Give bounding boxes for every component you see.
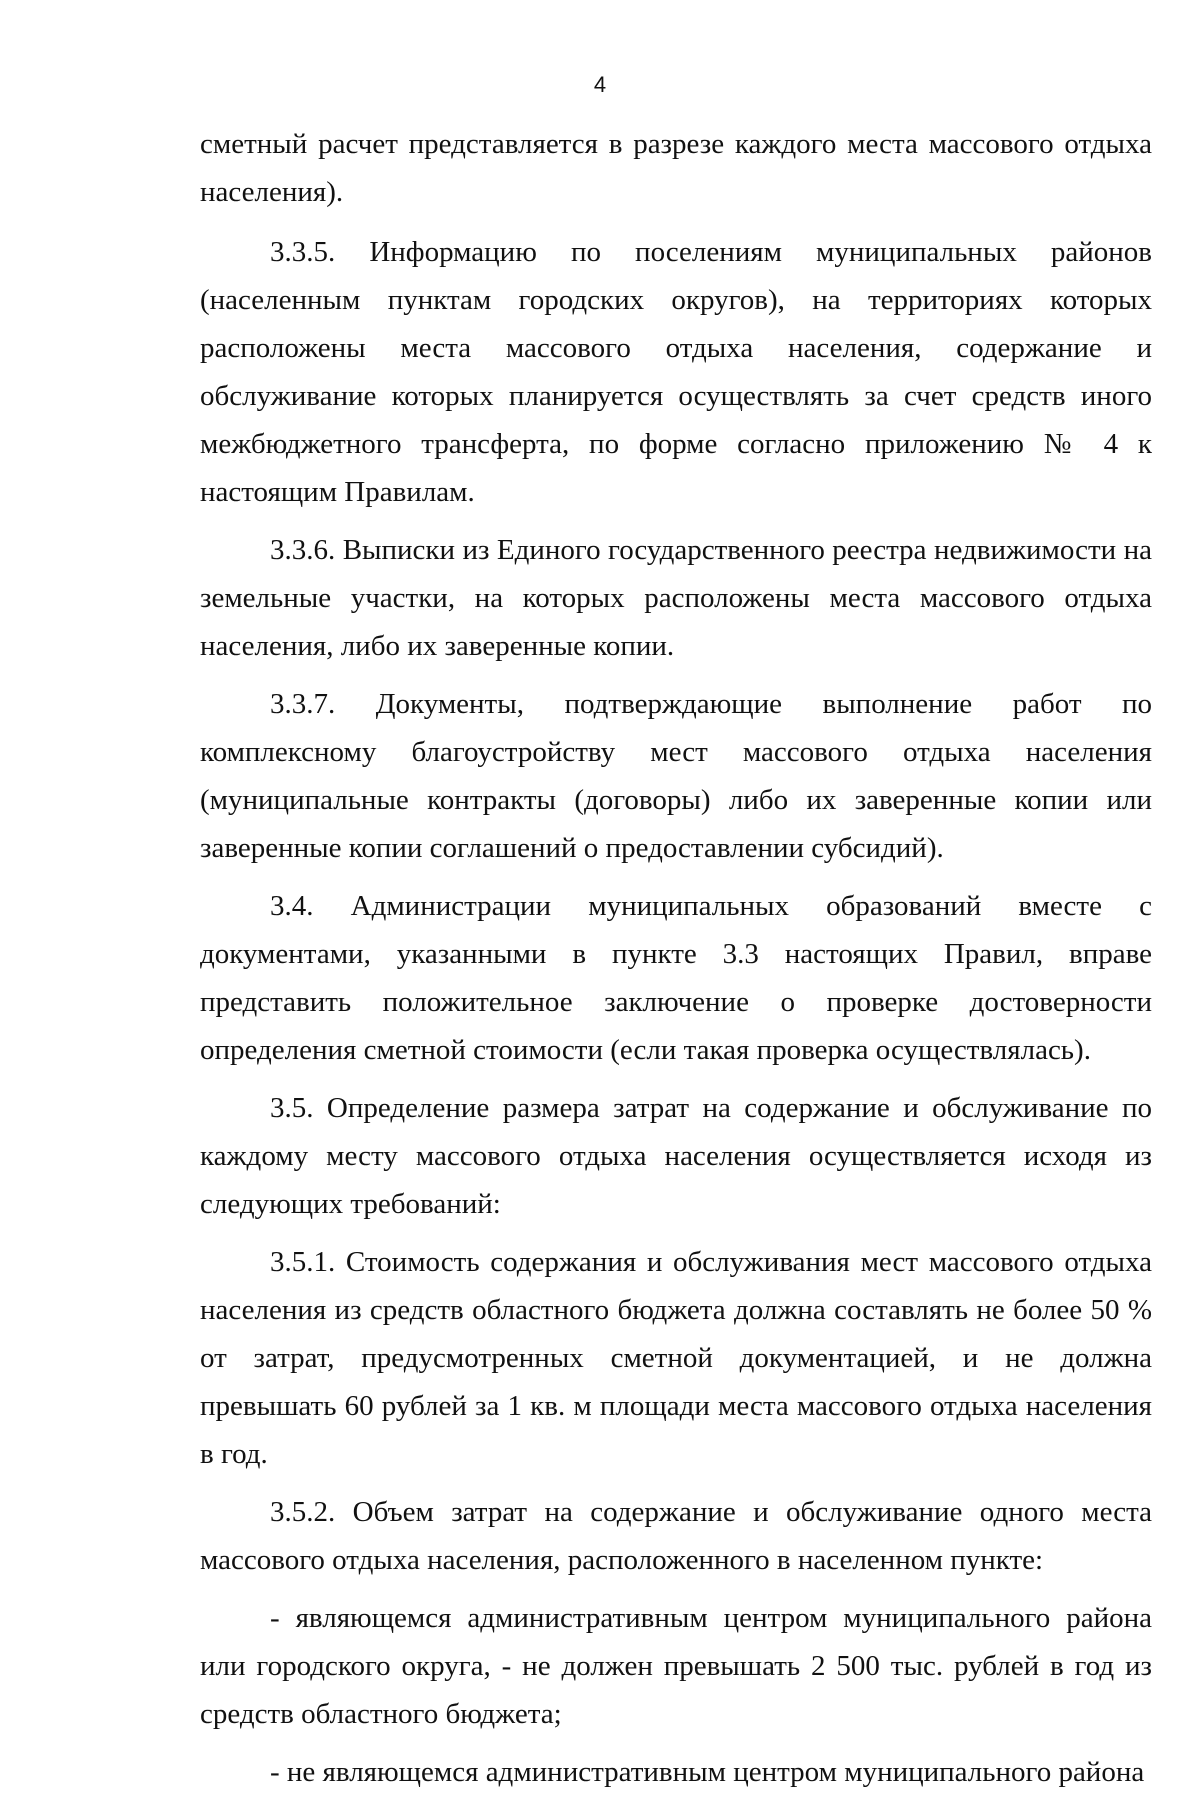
paragraph-3-5-2: 3.5.2. Объем затрат на содержание и обслуживание одного места массового отдыха населения, расположенного в населенном пункте: — [200, 1496, 1152, 1576]
paragraph-3-5: 3.5. Определение размера затрат на содержание и обслуживание по каждому месту массового отдыха населения осуществляется исходя из следующих требований: — [200, 1092, 1152, 1220]
list-item-admin-center: - являющемся административным центром муниципального района или городского округа, - не должен превышать 2 500 тыс. рублей в год из средств областного бюджета; — [200, 1602, 1152, 1730]
paragraph-3-4: 3.4. Администрации муниципальных образований вместе с документами, указанными в пункте 3.3 настоящих Правил, вправе представить положительное заключение о проверке достоверности определения сметной стоимости (если такая проверка осуществлялась). — [200, 890, 1152, 1066]
paragraph-3-3-6: 3.3.6. Выписки из Единого государственного реестра недвижимости на земельные участки, на которых расположены места массового отдыха населения, либо их заверенные копии. — [200, 534, 1152, 662]
paragraph-3-3-5: 3.3.5. Информацию по поселениям муниципальных районов (населенным пунктам городских округов), на территориях которых расположены места массового отдыха населения, содержание и обслуживание которых планируется осуществлять за счет средств иного межбюджетного трансферта, по форме согласно приложению № 4 к настоящим Правилам. — [200, 236, 1152, 508]
list-item-not-admin-center: - не являющемся административным центром муниципального района — [270, 1756, 1145, 1788]
paragraph-3-3-7: 3.3.7. Документы, подтверждающие выполнение работ по комплексному благоустройству мест массового отдыха населения (муниципальные контракты (договоры) либо их заверенные копии или заверенные копии соглашений о предоставлении субсидий). — [200, 688, 1152, 864]
document-body — [200, 120, 1152, 1796]
paragraph-continuation: сметный расчет представляется в разрезе каждого места массового отдыха населения). — [200, 128, 1152, 208]
page-number: 4 — [593, 72, 607, 97]
paragraph-3-5-1: 3.5.1. Стоимость содержания и обслуживания мест массового отдыха населения из средств областного бюджета должна составлять не более 50 % от затрат, предусмотренных сметной документацией, и не должна превышать 60 рублей за 1 кв. м площади места массового отдыха населения в год. — [200, 1246, 1152, 1470]
